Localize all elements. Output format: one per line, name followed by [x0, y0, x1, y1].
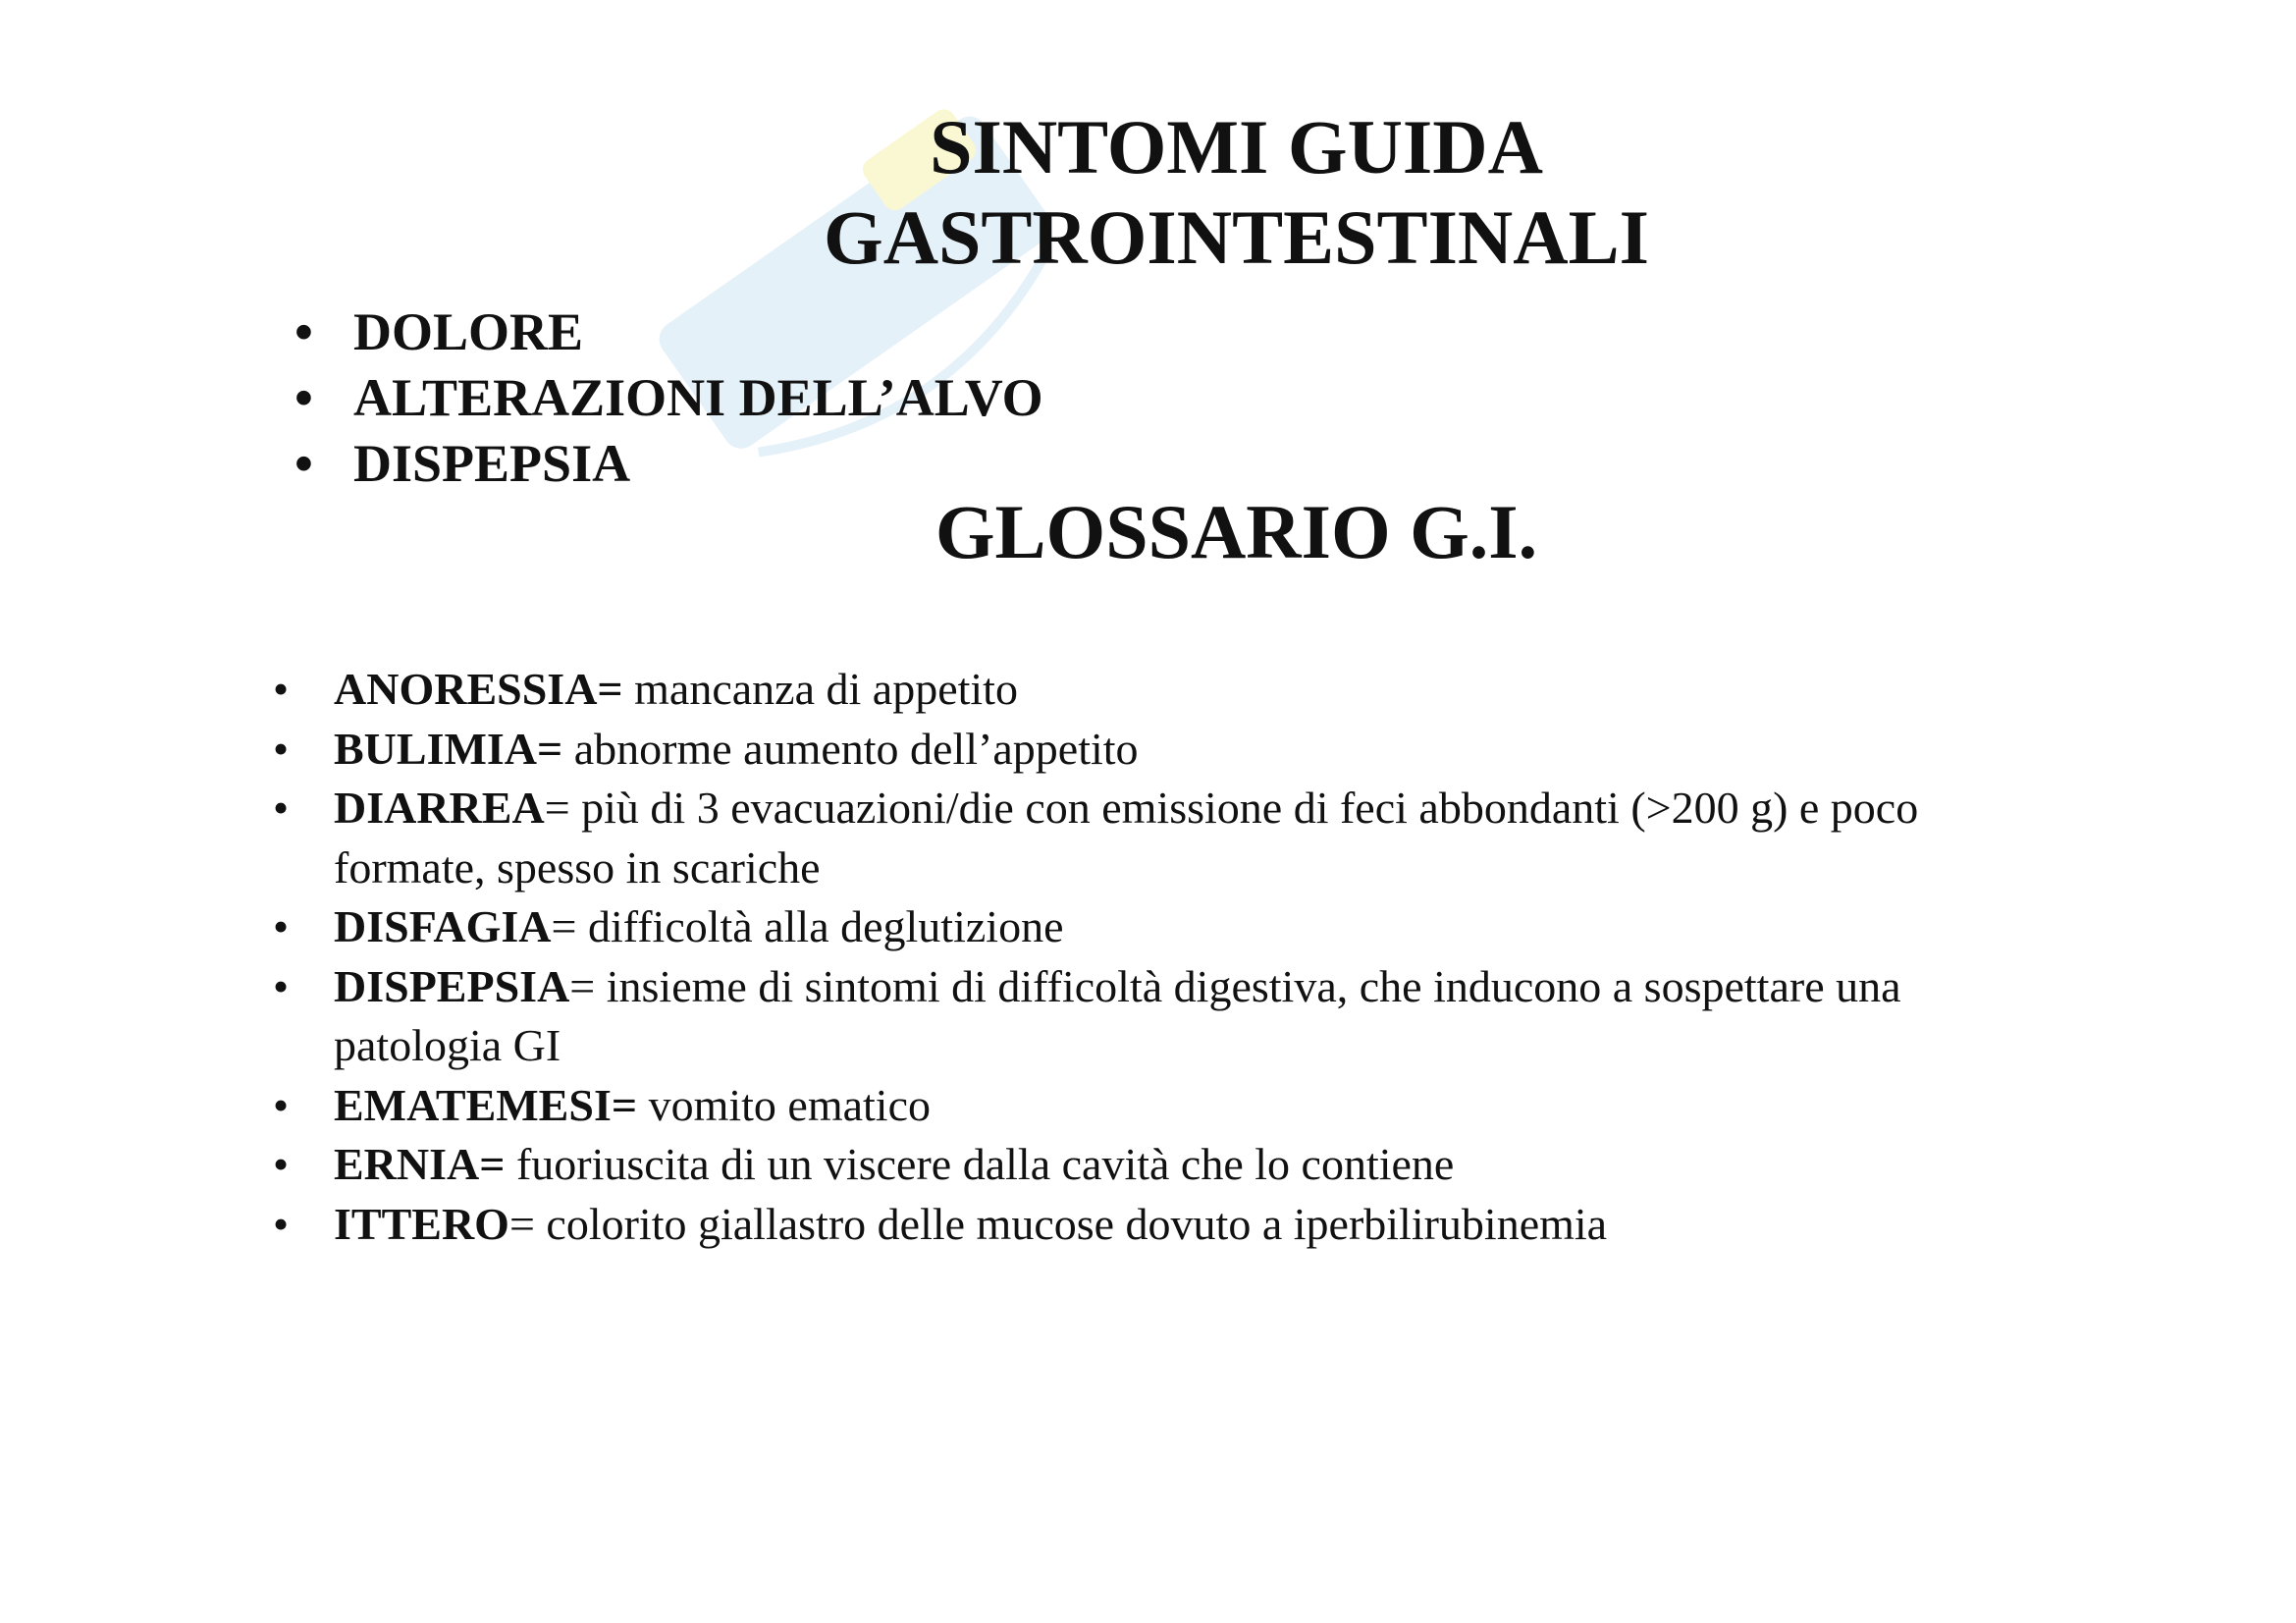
glossary-term: BULIMIA=	[334, 723, 563, 774]
title-line-2: GASTROINTESTINALI	[824, 194, 1649, 280]
symptom-item	[294, 299, 1043, 365]
glossary-item	[273, 1076, 2001, 1136]
glossary-definition: = colorito giallastro delle mucose dovuto a iperbilirubinemia	[508, 1198, 1608, 1249]
glossary-term: ITTERO	[334, 1198, 509, 1249]
glossary-definition: = difficoltà alla deglutizione	[551, 901, 1064, 951]
glossary-item	[273, 1135, 2001, 1195]
glossary-definition: = insieme di sintomi di difficoltà digestiva, che inducono a sospettare una patologia GI	[334, 960, 1901, 1070]
bullet: •	[273, 960, 290, 1011]
bullet: •	[273, 723, 290, 774]
glossary-term: EMATEMESI=	[334, 1079, 638, 1130]
glossary-item	[273, 1195, 2001, 1255]
glossary-item	[273, 897, 2001, 957]
bullet: •	[273, 664, 290, 714]
bullet: •	[294, 434, 313, 493]
bullet: •	[273, 783, 290, 833]
title-line-1: SINTOMI GUIDA	[930, 104, 1543, 189]
bullet: •	[294, 302, 313, 361]
symptom-label: DISPEPSIA	[353, 434, 631, 493]
bullet: •	[273, 1198, 290, 1249]
bullet: •	[294, 368, 313, 427]
symptom-item	[294, 365, 1043, 431]
glossary-definition: vomito ematico	[637, 1079, 931, 1130]
symptom-label: DOLORE	[353, 302, 584, 361]
glossary-definition: = più di 3 evacuazioni/die con emissione di feci abbondanti (>200 g) e poco formate, spesso in scariche	[334, 783, 1919, 893]
glossary-term: ANORESSIA=	[334, 664, 623, 714]
glossary-list	[273, 660, 2001, 1254]
glossary-definition: mancanza di appetito	[622, 664, 1018, 714]
bullet: •	[273, 1079, 290, 1130]
glossary-item	[273, 660, 2001, 720]
symptom-item	[294, 431, 1043, 497]
glossary-term: ERNIA=	[334, 1139, 506, 1189]
glossary-term: DIARREA	[334, 783, 545, 833]
symptom-label: ALTERAZIONI DELL’ALVO	[353, 368, 1043, 427]
glossary-item	[273, 720, 2001, 780]
bullet: •	[273, 1139, 290, 1189]
glossary-title: GLOSSARIO G.I.	[934, 489, 1538, 574]
glossary-item	[273, 957, 2001, 1076]
glossary-definition: abnorme aumento dell’appetito	[562, 723, 1139, 774]
glossary-definition: fuoriuscita di un viscere dalla cavità che lo contiene	[505, 1139, 1455, 1189]
glossary-term: DISFAGIA	[334, 901, 552, 951]
bullet: •	[273, 901, 290, 951]
glossary-item	[273, 779, 2001, 897]
glossary-term: DISPEPSIA	[334, 960, 570, 1011]
symptom-list	[294, 299, 1043, 497]
